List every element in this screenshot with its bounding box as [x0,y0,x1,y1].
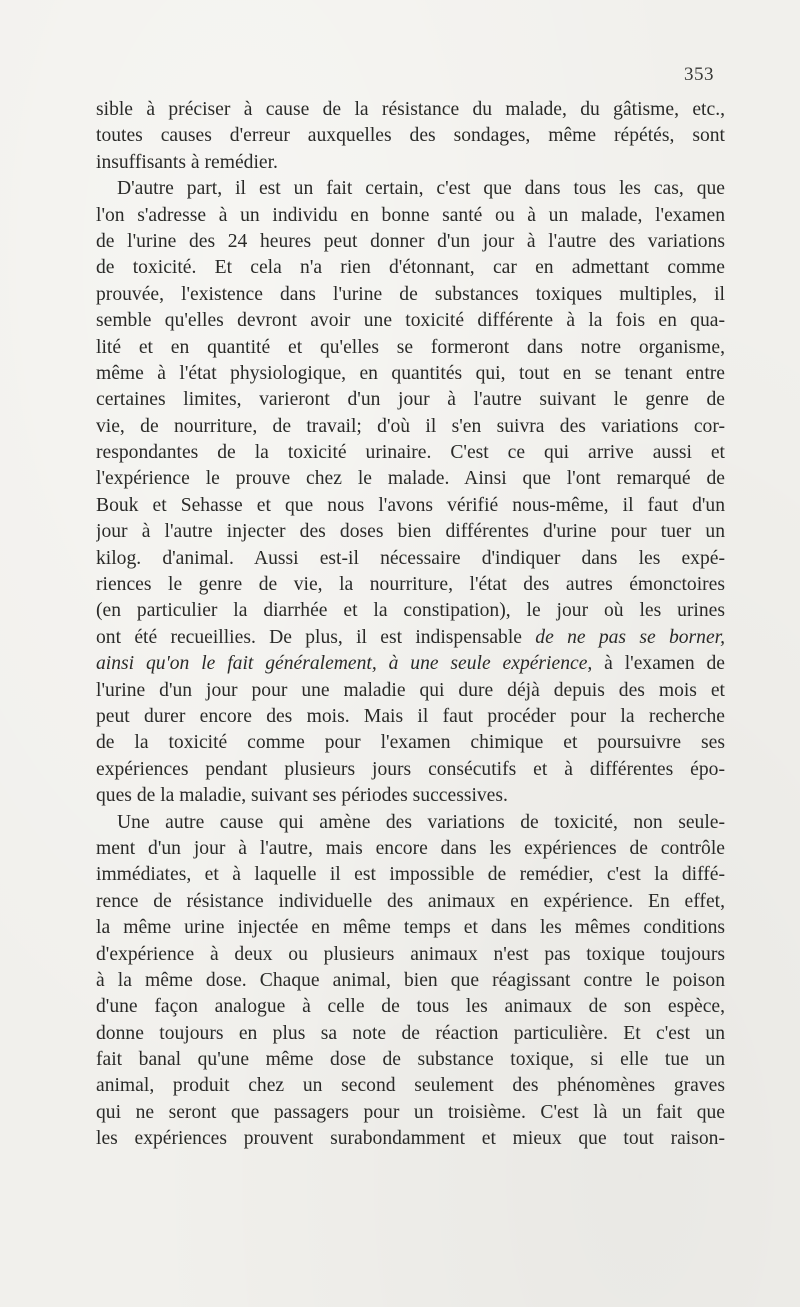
text-line: insuffisants à remédier. [96,151,278,173]
text-line: donne toujours en plus sa note de réaction particulière. Et c'est un [96,1022,725,1044]
text-line-mixed [96,625,725,651]
text-line: vie, de nourriture, de travail; d'où il s'en suivra des variations cor- [96,415,725,437]
text-line: immédiates, et à laquelle il est impossible de remédier, c'est la diffé- [96,864,725,886]
text-line: la même urine injectée en même temps et dans les mêmes conditions [96,917,725,939]
text-line: les expériences prouvent surabondamment et mieux que tout raison- [96,1128,725,1150]
text-line: jour à l'autre injecter des doses bien différentes d'urine pour tuer un [96,521,725,543]
text-line: d'expérience à deux ou plusieurs animaux n'est pas toxique toujours [96,943,725,965]
text-line: de l'urine des 24 heures peut donner d'un jour à l'autre des variations [96,230,725,252]
text-line: toutes causes d'erreur auxquelles des sondages, même répétés, sont [96,125,725,147]
text-line: prouvée, l'existence dans l'urine de substances toxiques multiples, il [96,283,725,305]
text-line: sible à préciser à cause de la résistance du malade, du gâtisme, etc., [96,99,725,120]
text-segment: ont été recueillies. De plus, il est indispensable [96,626,536,648]
text-line: Une autre cause qui amène des variations de toxicité, non seule- [117,811,725,833]
text-line: qui ne seront que passagers pour un troisième. C'est là un fait que [96,1101,725,1123]
text-line: fait banal qu'une même dose de substance toxique, si elle tue un [96,1049,725,1071]
text-line: expériences pendant plusieurs jours consécutifs et à différentes épo- [96,758,725,780]
text-line: d'une façon analogue à celle de tous les animaux de son espèce, [96,996,725,1018]
text-line: l'urine d'un jour pour une maladie qui dure déjà depuis des mois et [96,679,725,701]
text-line: kilog. d'animal. Aussi est-il nécessaire d'indiquer dans les expé- [96,547,725,569]
body-text [96,97,725,1153]
text-line: l'on s'adresse à un individu en bonne santé ou à un malade, l'examen [96,204,725,226]
text-line: D'autre part, il est un fait certain, c'est que dans tous les cas, que [117,178,725,200]
text-line: semble qu'elles devront avoir une toxicité différente à la fois en qua- [96,310,725,332]
text-line: peut durer encore des mois. Mais il faut procéder pour la recherche [96,705,725,727]
text-line-mixed [96,651,725,677]
text-line: même à l'état physiologique, en quantités qui, tout en se tenant entre [96,362,725,384]
text-line: rence de résistance individuelle des animaux en expérience. En effet, [96,890,725,912]
text-segment: à l'examen de [592,653,725,675]
text-line: l'expérience le prouve chez le malade. Ainsi que l'ont remarqué de [96,468,725,490]
text-line: (en particulier la diarrhée et la constipation), le jour où les urines [96,600,725,622]
text-line: ques de la maladie, suivant ses périodes successives. [96,785,508,807]
text-line: animal, produit chez un second seulement des phénomènes graves [96,1075,725,1097]
text-line: à la même dose. Chaque animal, bien que réagissant contre le poison [96,969,725,991]
text-line: de la toxicité comme pour l'examen chimique et poursuivre ses [96,732,725,754]
italic-text: ainsi qu'on le fait généralement, à une seule expérience, [96,653,593,675]
text-line: ment d'un jour à l'autre, mais encore dans les expériences de contrôle [96,837,725,859]
page-number: 353 [684,64,714,85]
text-line: respondantes de la toxicité urinaire. C'est ce qui arrive aussi et [96,442,725,464]
text-line: riences le genre de vie, la nourriture, l'état des autres émonctoires [96,574,725,596]
text-line: de toxicité. Et cela n'a rien d'étonnant, car en admettant comme [96,257,725,279]
text-line: lité et en quantité et qu'elles se formeront dans notre organisme, [96,336,725,358]
italic-text: ne pas se borner, [567,626,725,648]
text-line: Bouk et Sehasse et que nous l'avons vérifié nous-même, il faut d'un [96,494,725,516]
italic-word: de [535,626,554,648]
text-line: certaines limites, varieront d'un jour à l'autre suivant le genre de [96,389,725,411]
